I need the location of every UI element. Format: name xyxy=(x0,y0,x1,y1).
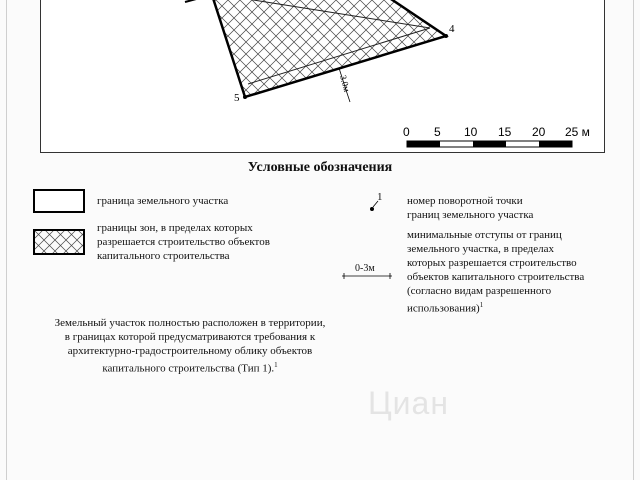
boundary-swatch xyxy=(33,189,85,213)
point-label-4: 4 xyxy=(449,23,455,35)
zones-legend-label: границы зон, в пределах которых разрешается строительство объектов капитального строительства xyxy=(97,222,270,262)
site-plan-map xyxy=(0,0,640,160)
scale-tick-0: 0 xyxy=(403,125,410,139)
boundary-legend-label: граница земельного участка xyxy=(97,195,229,207)
scale-tick-25: 25 м xyxy=(565,125,590,139)
land-plot-parcel xyxy=(212,0,446,97)
corner-point-4 xyxy=(444,34,448,38)
point-legend-label: номер поворотной точки границ земельного участка xyxy=(407,195,534,221)
scale-tick-15: 15 xyxy=(498,125,512,139)
watermark: Циан xyxy=(368,385,450,421)
scale-tick-20: 20 xyxy=(532,125,546,139)
build-zone-swatch xyxy=(33,229,85,255)
scale-tick-5: 5 xyxy=(434,125,441,139)
footnote-marker: 1 xyxy=(479,301,484,309)
plot-edge-fragment xyxy=(185,0,200,2)
scale-tick-10: 10 xyxy=(464,125,478,139)
legend-title: Условные обозначения xyxy=(247,160,393,175)
setback-distance-label: 3.0м xyxy=(338,73,353,93)
setback-symbol-label: 0-3м xyxy=(355,263,375,274)
setback-legend-label: минимальные отступы от границ земельного участка, в пределах которых разрешается строительство объектов капитального строительства (согласно видам разрешенного использования)$^1$ xyxy=(407,229,585,315)
point-symbol-number: 1 xyxy=(377,191,383,203)
point-label-5: 5 xyxy=(234,92,240,104)
footnote-marker: 1 xyxy=(274,361,278,369)
scale-bar xyxy=(403,125,590,147)
corner-point-symbol xyxy=(364,189,388,215)
territory-note: Земельный участок полностью расположен в территории, в границах которой предусматриваются требования к архитектурно-градостроительному облику объектов капитального строительства (Тип 1).$^1$ xyxy=(54,317,326,375)
corner-point-5 xyxy=(243,95,247,99)
